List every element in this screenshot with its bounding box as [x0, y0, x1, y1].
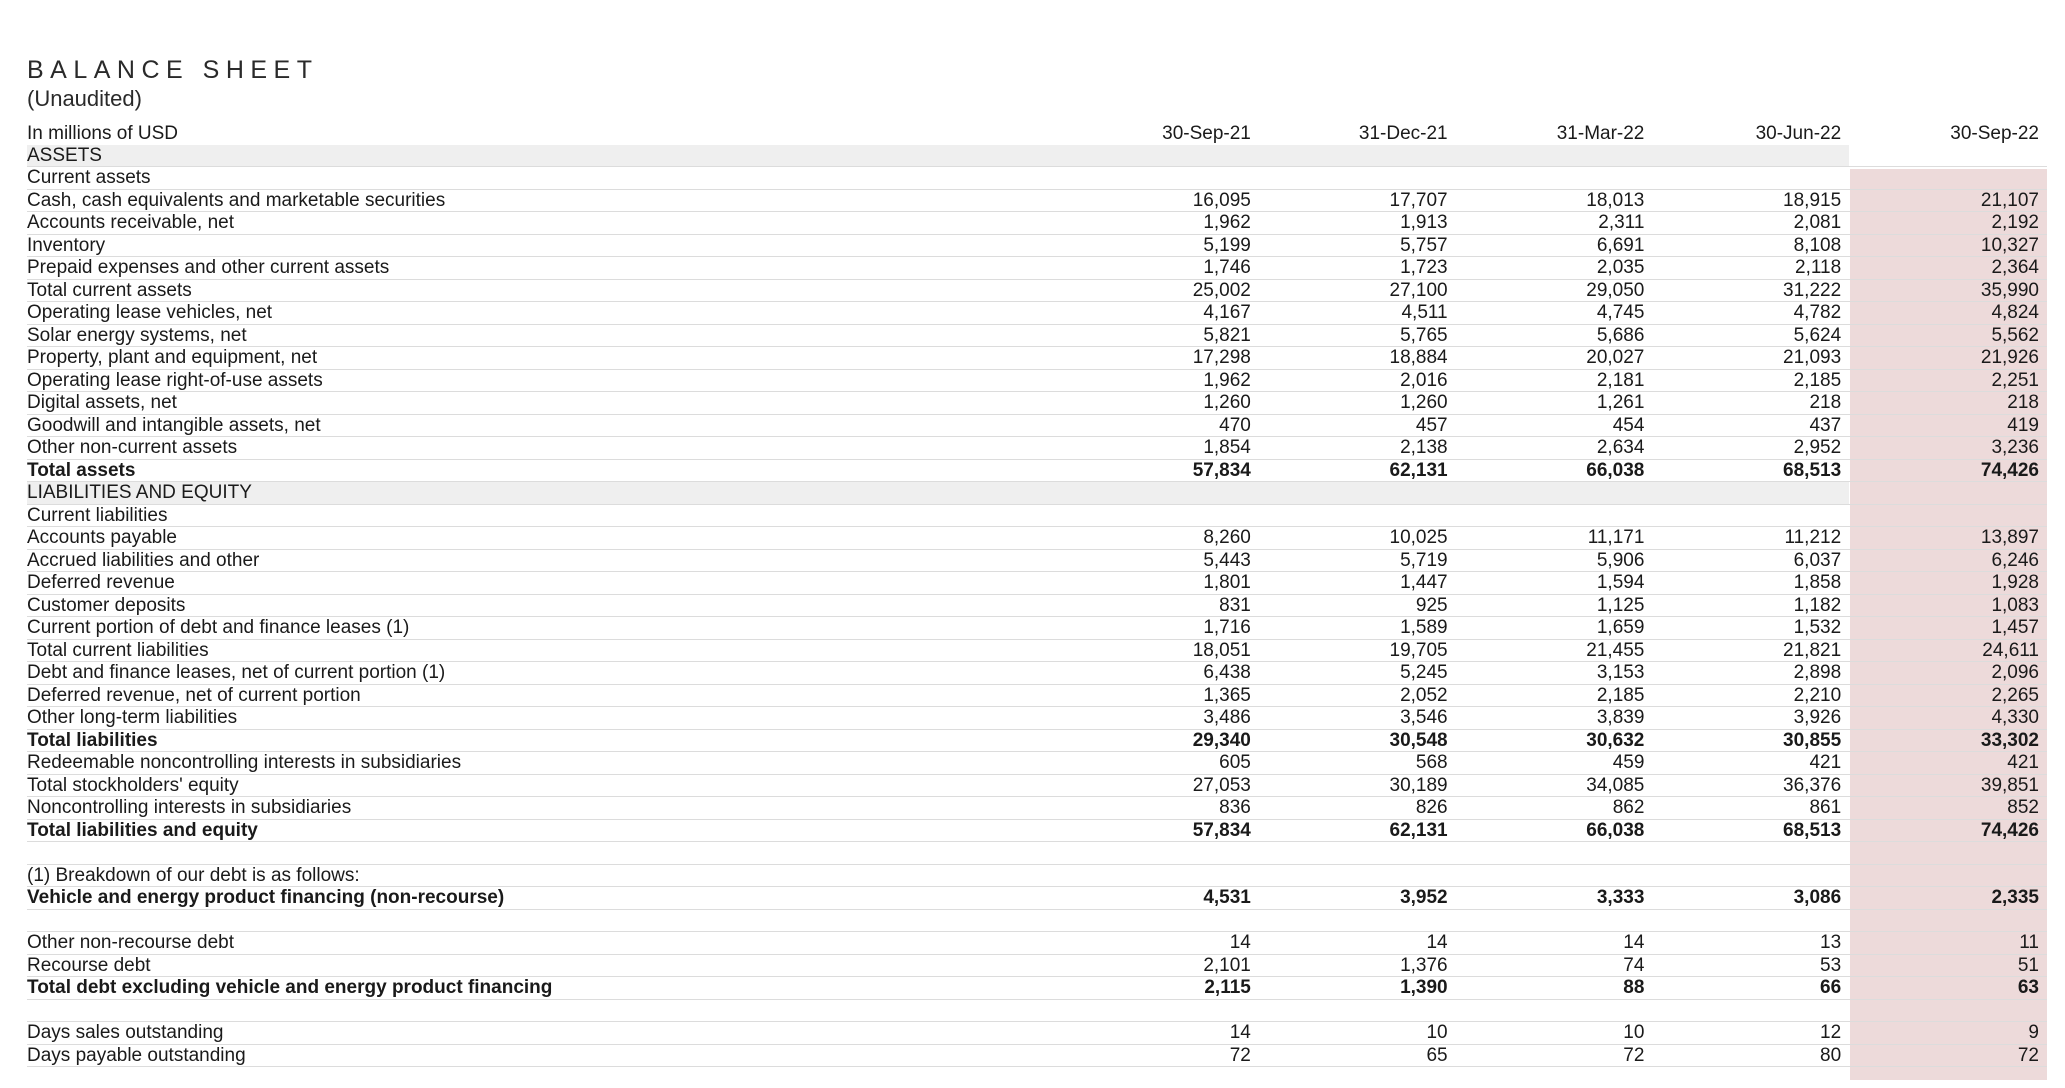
cell-value: 5,906 — [1456, 549, 1653, 572]
cell-value: 3,153 — [1456, 662, 1653, 685]
table-row — [27, 369, 2047, 392]
cell-value-current: 4,330 — [1849, 707, 2047, 730]
cell-value: 1,532 — [1652, 617, 1849, 640]
cell-value: 5,765 — [1259, 324, 1456, 347]
cell-value-current: 9 — [1849, 1022, 2047, 1045]
cell-value: 2,052 — [1259, 684, 1456, 707]
cell-value: 2,118 — [1652, 257, 1849, 280]
cell-value: 66 — [1652, 977, 1849, 1000]
cell-value: 861 — [1652, 797, 1849, 820]
table-row — [27, 572, 2047, 595]
row-label: Days payable outstanding — [27, 1044, 1062, 1067]
cell-value-current: 6,246 — [1849, 549, 2047, 572]
balance-sheet-table — [27, 123, 2047, 1067]
cell-value: 53 — [1652, 954, 1849, 977]
cell-value: 2,115 — [1062, 977, 1259, 1000]
cell-value: 4,745 — [1456, 302, 1653, 325]
cell-value: 66,038 — [1456, 459, 1653, 482]
cell-value: 21,455 — [1456, 639, 1653, 662]
table-row — [27, 594, 2047, 617]
cell-value: 74 — [1456, 954, 1653, 977]
cell-value — [1652, 909, 1849, 932]
cell-value: 17,707 — [1259, 189, 1456, 212]
cell-value: 68,513 — [1652, 819, 1849, 842]
cell-value: 2,016 — [1259, 369, 1456, 392]
cell-value: 10,025 — [1259, 527, 1456, 550]
cell-value: 2,185 — [1456, 684, 1653, 707]
cell-value: 72 — [1062, 1044, 1259, 1067]
cell-value — [1652, 145, 1849, 167]
table-row — [27, 392, 2047, 415]
cell-value: 862 — [1456, 797, 1653, 820]
row-label: Vehicle and energy product financing (non-recourse) — [27, 887, 1062, 910]
cell-value-current: 1,928 — [1849, 572, 2047, 595]
cell-value: 62,131 — [1259, 819, 1456, 842]
cell-value: 218 — [1652, 392, 1849, 415]
row-label: Total liabilities — [27, 729, 1062, 752]
row-label: Customer deposits — [27, 594, 1062, 617]
row-label: Other long-term liabilities — [27, 707, 1062, 730]
cell-value-current: 1,083 — [1849, 594, 2047, 617]
cell-value: 2,185 — [1652, 369, 1849, 392]
table-row — [27, 437, 2047, 460]
cell-value: 1,365 — [1062, 684, 1259, 707]
row-label — [27, 909, 1062, 932]
cell-value — [1456, 909, 1653, 932]
row-label: Prepaid expenses and other current assets — [27, 257, 1062, 280]
row-label: Cash, cash equivalents and marketable securities — [27, 189, 1062, 212]
cell-value: 5,245 — [1259, 662, 1456, 685]
cell-value-current: 5,562 — [1849, 324, 2047, 347]
cell-value: 27,100 — [1259, 279, 1456, 302]
cell-value-current: 21,926 — [1849, 347, 2047, 370]
period-header: 31-Dec-21 — [1358, 123, 1448, 145]
cell-value: 27,053 — [1062, 774, 1259, 797]
row-label: Solar energy systems, net — [27, 324, 1062, 347]
cell-value — [1259, 909, 1456, 932]
row-label: (1) Breakdown of our debt is as follows: — [27, 864, 1062, 887]
cell-value: 605 — [1062, 752, 1259, 775]
cell-value: 62,131 — [1259, 459, 1456, 482]
table-row — [27, 977, 2047, 1000]
table-row — [27, 302, 2047, 325]
cell-value: 30,632 — [1456, 729, 1653, 752]
page-subtitle: (Unaudited) — [27, 86, 142, 111]
period-header: 30-Jun-22 — [1755, 123, 1842, 145]
period-header: 31-Mar-22 — [1556, 123, 1645, 145]
cell-value: 2,898 — [1652, 662, 1849, 685]
cell-value: 459 — [1456, 752, 1653, 775]
row-label: ASSETS — [27, 145, 1062, 167]
table-row — [27, 752, 2047, 775]
cell-value: 3,839 — [1456, 707, 1653, 730]
cell-value: 1,659 — [1456, 617, 1653, 640]
table-row — [27, 684, 2047, 707]
cell-value — [1062, 504, 1259, 527]
cell-value-current: 2,265 — [1849, 684, 2047, 707]
cell-value — [1062, 167, 1259, 190]
cell-value: 1,716 — [1062, 617, 1259, 640]
row-label: Redeemable noncontrolling interests in subsidiaries — [27, 752, 1062, 775]
table-row — [27, 797, 2047, 820]
cell-value: 4,511 — [1259, 302, 1456, 325]
cell-value: 925 — [1259, 594, 1456, 617]
cell-value-current: 2,192 — [1849, 212, 2047, 235]
cell-value: 4,531 — [1062, 887, 1259, 910]
cell-value: 12 — [1652, 1022, 1849, 1045]
cell-value: 3,333 — [1456, 887, 1653, 910]
cell-value: 30,548 — [1259, 729, 1456, 752]
table-row — [27, 819, 2047, 842]
cell-value: 1,260 — [1259, 392, 1456, 415]
cell-value — [1259, 145, 1456, 167]
cell-value: 836 — [1062, 797, 1259, 820]
cell-value — [1259, 842, 1456, 865]
cell-value-current: 74,426 — [1849, 459, 2047, 482]
row-label: LIABILITIES AND EQUITY — [27, 482, 1062, 505]
cell-value: 1,594 — [1456, 572, 1653, 595]
cell-value-current: 2,096 — [1849, 662, 2047, 685]
cell-value: 2,311 — [1456, 212, 1653, 235]
cell-value-current: 63 — [1849, 977, 2047, 1000]
cell-value: 6,438 — [1062, 662, 1259, 685]
cell-value: 30,189 — [1259, 774, 1456, 797]
cell-value: 6,691 — [1456, 234, 1653, 257]
row-label: Recourse debt — [27, 954, 1062, 977]
row-label: Other non-current assets — [27, 437, 1062, 460]
cell-value — [1652, 842, 1849, 865]
cell-value: 1,182 — [1652, 594, 1849, 617]
cell-value: 14 — [1062, 932, 1259, 955]
cell-value-current — [1849, 842, 2047, 865]
cell-value — [1062, 909, 1259, 932]
row-label: Total current liabilities — [27, 639, 1062, 662]
cell-value: 1,913 — [1259, 212, 1456, 235]
table-row — [27, 1044, 2047, 1067]
cell-value: 1,447 — [1259, 572, 1456, 595]
table-row — [27, 527, 2047, 550]
row-label — [27, 842, 1062, 865]
cell-value: 5,719 — [1259, 549, 1456, 572]
table-row — [27, 932, 2047, 955]
table-row — [27, 504, 2047, 527]
cell-value-current: 218 — [1849, 392, 2047, 415]
cell-value: 1,125 — [1456, 594, 1653, 617]
section-row — [27, 145, 2047, 167]
cell-value — [1259, 504, 1456, 527]
cell-value: 1,858 — [1652, 572, 1849, 595]
cell-value: 21,821 — [1652, 639, 1849, 662]
cell-value: 29,050 — [1456, 279, 1653, 302]
cell-value: 2,101 — [1062, 954, 1259, 977]
table-row — [27, 729, 2047, 752]
cell-value: 1,589 — [1259, 617, 1456, 640]
cell-value-current: 4,824 — [1849, 302, 2047, 325]
cell-value: 13 — [1652, 932, 1849, 955]
cell-value: 831 — [1062, 594, 1259, 617]
table-row — [27, 347, 2047, 370]
cell-value: 5,757 — [1259, 234, 1456, 257]
cell-value: 421 — [1652, 752, 1849, 775]
cell-value: 14 — [1062, 1022, 1259, 1045]
row-label: Inventory — [27, 234, 1062, 257]
cell-value: 18,051 — [1062, 639, 1259, 662]
cell-value: 2,952 — [1652, 437, 1849, 460]
cell-value: 72 — [1456, 1044, 1653, 1067]
cell-value-current: 1,457 — [1849, 617, 2047, 640]
cell-value: 1,854 — [1062, 437, 1259, 460]
cell-value-current: 39,851 — [1849, 774, 2047, 797]
cell-value: 437 — [1652, 414, 1849, 437]
table-row — [27, 887, 2047, 910]
cell-value: 80 — [1652, 1044, 1849, 1067]
row-label: Noncontrolling interests in subsidiaries — [27, 797, 1062, 820]
cell-value-current — [1849, 167, 2047, 190]
cell-value: 1,390 — [1259, 977, 1456, 1000]
cell-value-current: 419 — [1849, 414, 2047, 437]
cell-value-current: 74,426 — [1849, 819, 2047, 842]
cell-value: 16,095 — [1062, 189, 1259, 212]
table-row — [27, 414, 2047, 437]
cell-value: 5,199 — [1062, 234, 1259, 257]
cell-value — [1456, 999, 1653, 1022]
table-row — [27, 257, 2047, 280]
cell-value-current: 3,236 — [1849, 437, 2047, 460]
cell-value: 457 — [1259, 414, 1456, 437]
cell-value — [1062, 842, 1259, 865]
units-label: In millions of USD — [27, 123, 178, 145]
cell-value: 19,705 — [1259, 639, 1456, 662]
cell-value: 3,926 — [1652, 707, 1849, 730]
cell-value: 2,035 — [1456, 257, 1653, 280]
cell-value: 25,002 — [1062, 279, 1259, 302]
cell-value — [1062, 145, 1259, 167]
cell-value: 4,167 — [1062, 302, 1259, 325]
cell-value: 1,723 — [1259, 257, 1456, 280]
cell-value: 454 — [1456, 414, 1653, 437]
cell-value-current: 72 — [1849, 1044, 2047, 1067]
cell-value: 568 — [1259, 752, 1456, 775]
cell-value: 29,340 — [1062, 729, 1259, 752]
row-label: Current portion of debt and finance leases (1) — [27, 617, 1062, 640]
cell-value: 1,962 — [1062, 212, 1259, 235]
cell-value-current — [1849, 909, 2047, 932]
cell-value-current — [1849, 145, 2047, 167]
cell-value: 20,027 — [1456, 347, 1653, 370]
row-label: Debt and finance leases, net of current portion (1) — [27, 662, 1062, 685]
cell-value — [1456, 504, 1653, 527]
cell-value — [1259, 167, 1456, 190]
cell-value: 3,546 — [1259, 707, 1456, 730]
table-row — [27, 864, 2047, 887]
cell-value: 5,821 — [1062, 324, 1259, 347]
cell-value: 3,486 — [1062, 707, 1259, 730]
table-row — [27, 774, 2047, 797]
table-row — [27, 279, 2047, 302]
cell-value: 470 — [1062, 414, 1259, 437]
cell-value — [1456, 145, 1653, 167]
cell-value: 10 — [1456, 1022, 1653, 1045]
spacer-row — [27, 909, 2047, 932]
cell-value: 10 — [1259, 1022, 1456, 1045]
cell-value — [1259, 482, 1456, 505]
cell-value: 8,260 — [1062, 527, 1259, 550]
spacer-row — [27, 842, 2047, 865]
cell-value: 57,834 — [1062, 819, 1259, 842]
table-row — [27, 549, 2047, 572]
table-row — [27, 1022, 2047, 1045]
cell-value: 1,376 — [1259, 954, 1456, 977]
cell-value: 1,962 — [1062, 369, 1259, 392]
cell-value — [1062, 482, 1259, 505]
row-label: Digital assets, net — [27, 392, 1062, 415]
cell-value: 66,038 — [1456, 819, 1653, 842]
cell-value: 3,952 — [1259, 887, 1456, 910]
table-row — [27, 324, 2047, 347]
cell-value — [1259, 864, 1456, 887]
cell-value-current: 33,302 — [1849, 729, 2047, 752]
row-label: Total assets — [27, 459, 1062, 482]
row-label: Total liabilities and equity — [27, 819, 1062, 842]
cell-value-current: 2,251 — [1849, 369, 2047, 392]
cell-value: 17,298 — [1062, 347, 1259, 370]
row-label: Accounts receivable, net — [27, 212, 1062, 235]
period-header-current: 30-Sep-22 — [1950, 123, 2039, 145]
cell-value: 1,801 — [1062, 572, 1259, 595]
cell-value: 31,222 — [1652, 279, 1849, 302]
cell-value — [1062, 864, 1259, 887]
cell-value-current: 21,107 — [1849, 189, 2047, 212]
cell-value: 1,746 — [1062, 257, 1259, 280]
table-row — [27, 954, 2047, 977]
cell-value: 2,081 — [1652, 212, 1849, 235]
cell-value: 1,260 — [1062, 392, 1259, 415]
cell-value — [1062, 999, 1259, 1022]
cell-value: 14 — [1456, 932, 1653, 955]
row-label: Operating lease vehicles, net — [27, 302, 1062, 325]
cell-value — [1456, 842, 1653, 865]
cell-value — [1652, 504, 1849, 527]
row-label: Other non-recourse debt — [27, 932, 1062, 955]
cell-value: 6,037 — [1652, 549, 1849, 572]
cell-value-current: 13,897 — [1849, 527, 2047, 550]
row-label: Total debt excluding vehicle and energy product financing — [27, 977, 1062, 1000]
cell-value: 14 — [1259, 932, 1456, 955]
cell-value: 2,138 — [1259, 437, 1456, 460]
cell-value: 1,261 — [1456, 392, 1653, 415]
cell-value: 18,884 — [1259, 347, 1456, 370]
row-label: Accrued liabilities and other — [27, 549, 1062, 572]
cell-value-current — [1849, 864, 2047, 887]
cell-value — [1652, 482, 1849, 505]
cell-value: 11,212 — [1652, 527, 1849, 550]
cell-value: 11,171 — [1456, 527, 1653, 550]
cell-value — [1652, 864, 1849, 887]
section-row — [27, 482, 2047, 505]
cell-value — [1652, 999, 1849, 1022]
row-label: Deferred revenue, net of current portion — [27, 684, 1062, 707]
cell-value: 57,834 — [1062, 459, 1259, 482]
cell-value — [1456, 864, 1653, 887]
period-header: 30-Sep-21 — [1162, 123, 1251, 145]
cell-value: 3,086 — [1652, 887, 1849, 910]
row-label: Accounts payable — [27, 527, 1062, 550]
cell-value: 2,210 — [1652, 684, 1849, 707]
header-row — [27, 123, 2047, 145]
cell-value-current: 35,990 — [1849, 279, 2047, 302]
cell-value: 18,915 — [1652, 189, 1849, 212]
cell-value-current: 10,327 — [1849, 234, 2047, 257]
table-row — [27, 189, 2047, 212]
table-row — [27, 639, 2047, 662]
table-row — [27, 234, 2047, 257]
cell-value: 5,624 — [1652, 324, 1849, 347]
cell-value: 68,513 — [1652, 459, 1849, 482]
row-label: Goodwill and intangible assets, net — [27, 414, 1062, 437]
table-row — [27, 459, 2047, 482]
cell-value-current: 51 — [1849, 954, 2047, 977]
table-row — [27, 707, 2047, 730]
row-label: Current assets — [27, 167, 1062, 190]
table-row — [27, 662, 2047, 685]
cell-value — [1259, 999, 1456, 1022]
cell-value: 5,686 — [1456, 324, 1653, 347]
cell-value: 18,013 — [1456, 189, 1653, 212]
row-label: Property, plant and equipment, net — [27, 347, 1062, 370]
cell-value: 36,376 — [1652, 774, 1849, 797]
cell-value: 5,443 — [1062, 549, 1259, 572]
cell-value-current: 2,364 — [1849, 257, 2047, 280]
cell-value: 65 — [1259, 1044, 1456, 1067]
row-label: Total stockholders' equity — [27, 774, 1062, 797]
table-row — [27, 167, 2047, 190]
cell-value-current: 421 — [1849, 752, 2047, 775]
page-title: BALANCE SHEET — [27, 56, 319, 84]
cell-value: 8,108 — [1652, 234, 1849, 257]
row-label — [27, 999, 1062, 1022]
row-label: Operating lease right-of-use assets — [27, 369, 1062, 392]
cell-value-current — [1849, 504, 2047, 527]
row-label: Deferred revenue — [27, 572, 1062, 595]
table-row — [27, 212, 2047, 235]
cell-value — [1652, 167, 1849, 190]
cell-value-current — [1849, 999, 2047, 1022]
row-label: Current liabilities — [27, 504, 1062, 527]
cell-value: 34,085 — [1456, 774, 1653, 797]
cell-value: 30,855 — [1652, 729, 1849, 752]
cell-value-current — [1849, 482, 2047, 505]
cell-value — [1456, 167, 1653, 190]
row-label: Days sales outstanding — [27, 1022, 1062, 1045]
cell-value: 21,093 — [1652, 347, 1849, 370]
spacer-row — [27, 999, 2047, 1022]
cell-value: 88 — [1456, 977, 1653, 1000]
cell-value: 2,634 — [1456, 437, 1653, 460]
table-row — [27, 617, 2047, 640]
cell-value: 826 — [1259, 797, 1456, 820]
cell-value: 4,782 — [1652, 302, 1849, 325]
cell-value-current: 2,335 — [1849, 887, 2047, 910]
cell-value-current: 11 — [1849, 932, 2047, 955]
row-label: Total current assets — [27, 279, 1062, 302]
cell-value-current: 24,611 — [1849, 639, 2047, 662]
cell-value — [1456, 482, 1653, 505]
cell-value-current: 852 — [1849, 797, 2047, 820]
cell-value: 2,181 — [1456, 369, 1653, 392]
